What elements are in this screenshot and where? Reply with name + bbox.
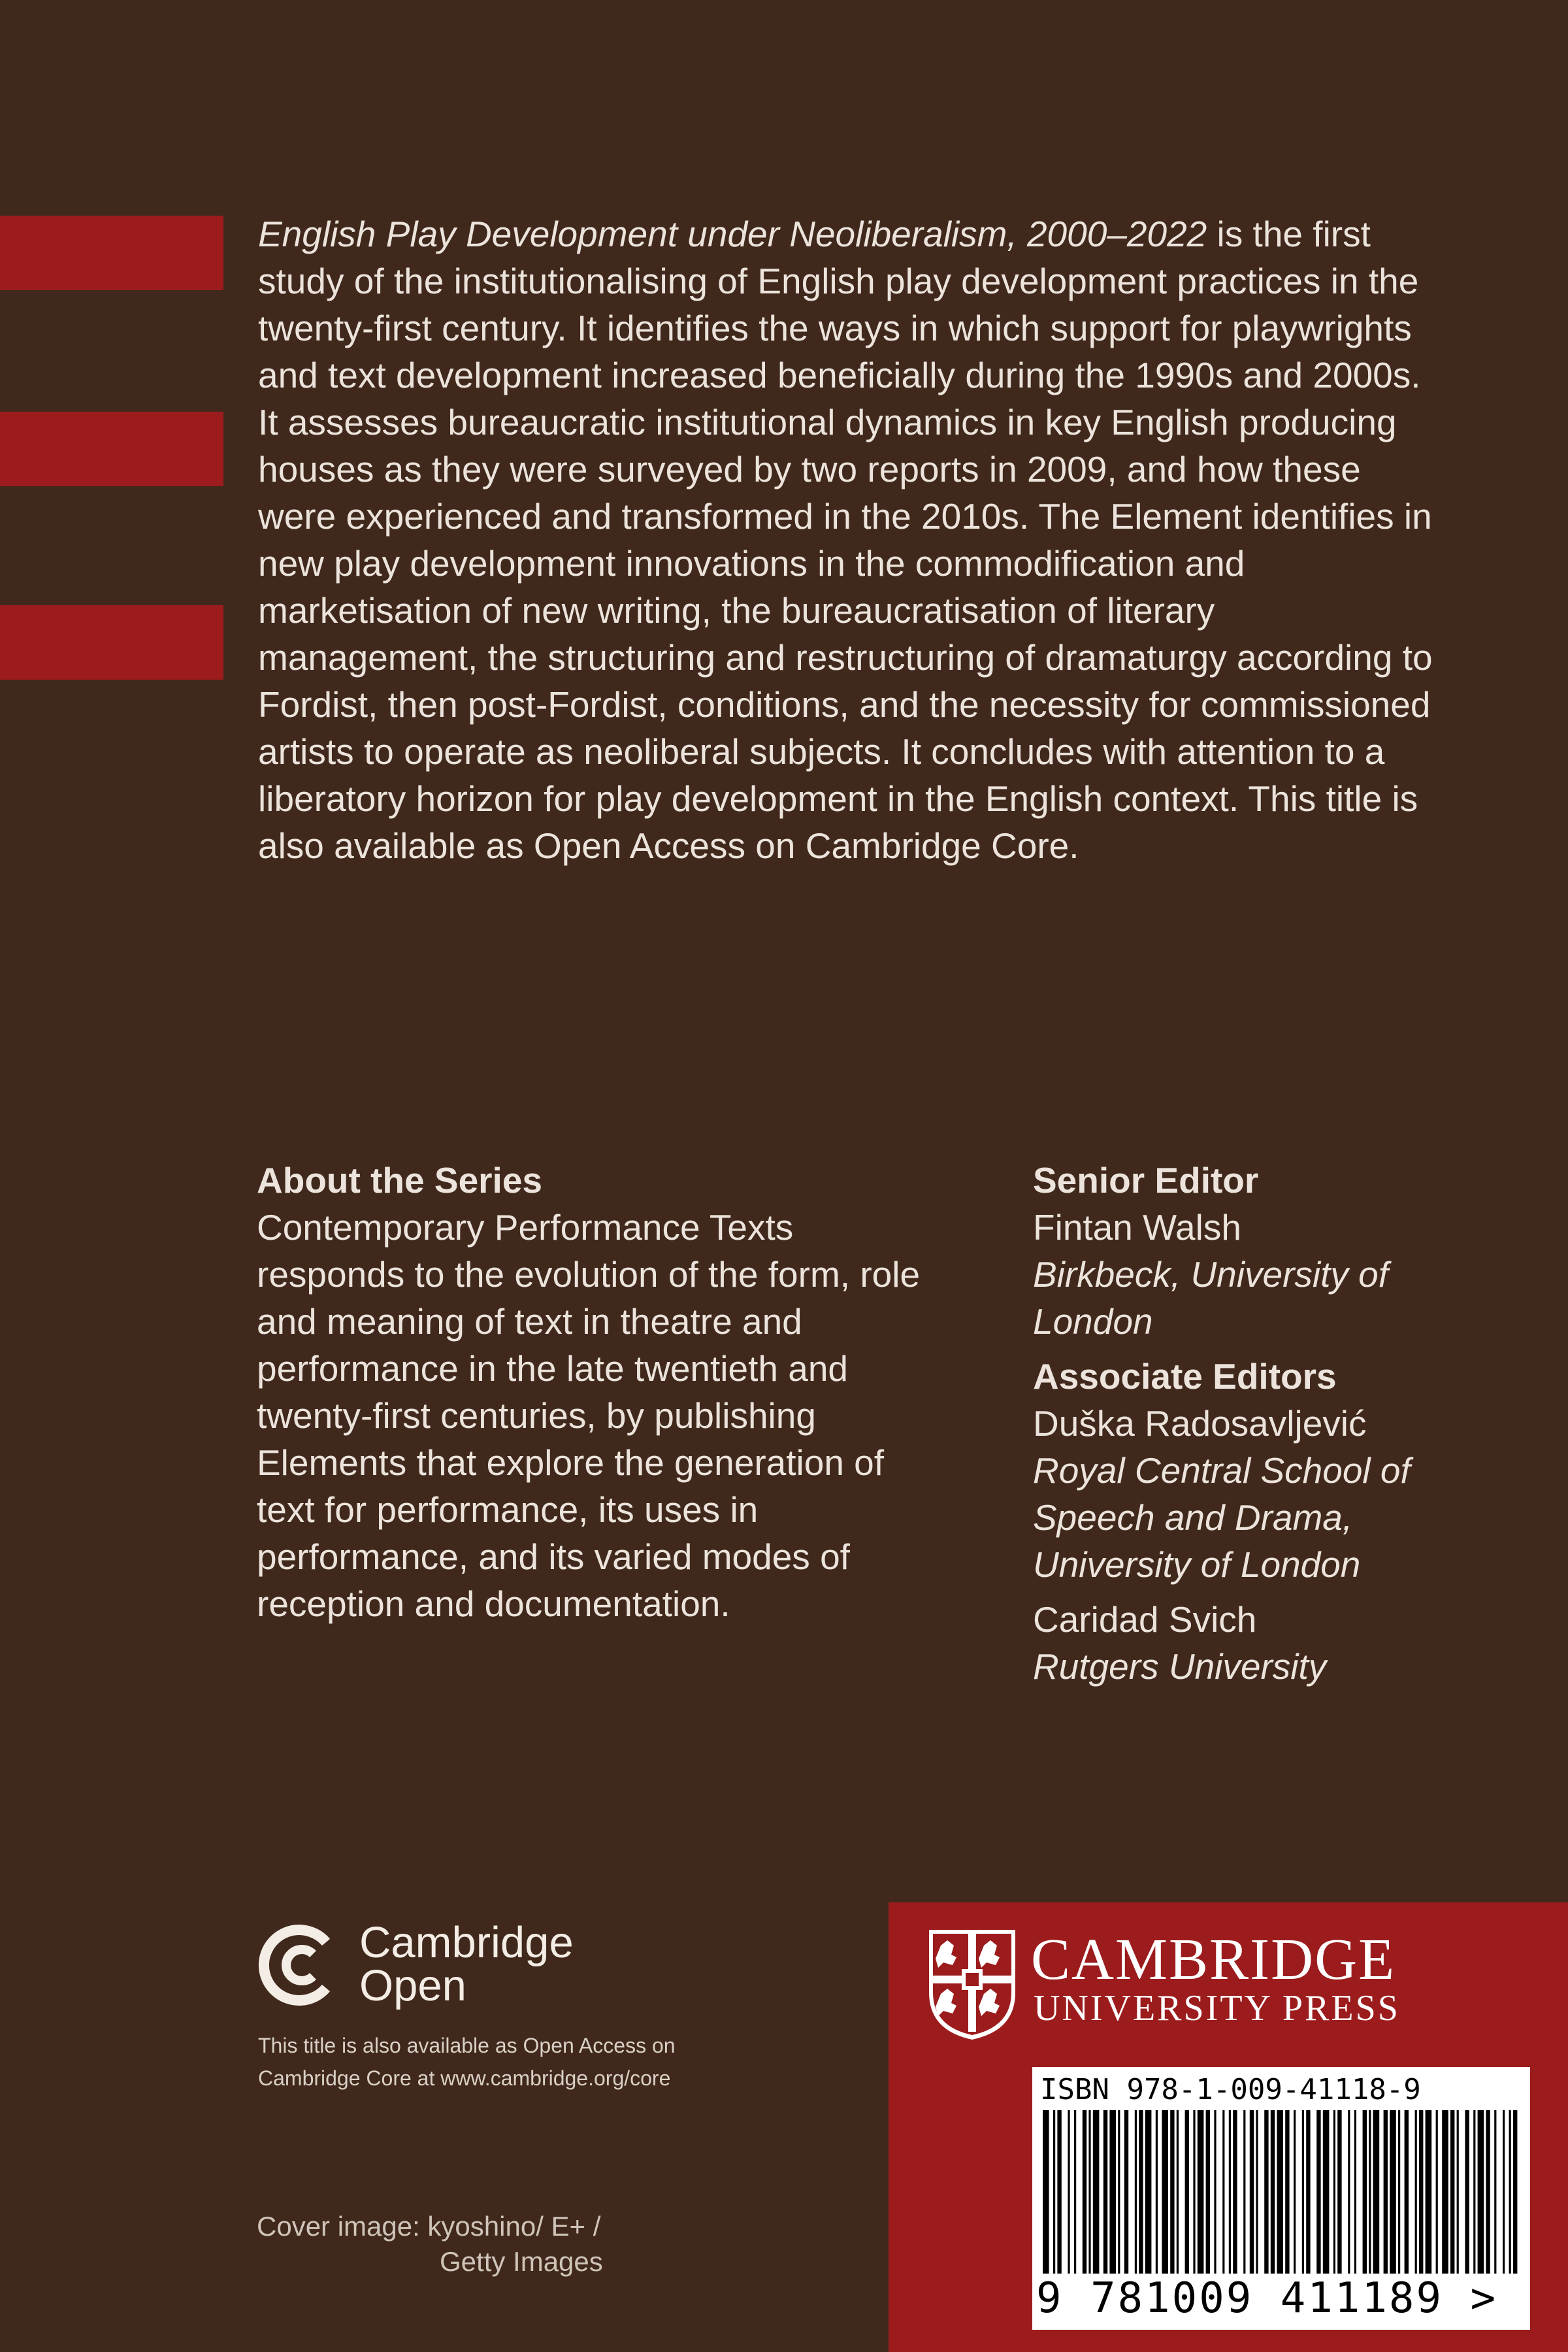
barcode-bar — [1229, 2110, 1231, 2274]
barcode-bar — [1206, 2110, 1210, 2274]
cambridge-open-line1: Cambridge — [359, 1918, 574, 1967]
barcode-digits: 9 781009 411189 > — [1036, 2274, 1498, 2323]
barcode-bar — [1243, 2110, 1245, 2274]
barcode-bar — [1450, 2110, 1454, 2274]
isbn-label: ISBN 978-1-009-41118-9 — [1040, 2073, 1421, 2106]
cover-image-credit — [257, 2209, 603, 2279]
cambridge-open-icon — [257, 1923, 342, 2008]
barcode-bar — [1348, 2110, 1350, 2274]
barcode-bar — [1118, 2110, 1120, 2274]
barcode-bar — [1426, 2110, 1432, 2274]
barcode-bar — [1214, 2110, 1216, 2274]
senior-editor-heading: Senior Editor — [1033, 1160, 1259, 1201]
barcode-bar — [1333, 2110, 1335, 2274]
decorative-stripe — [0, 412, 223, 486]
publisher-panel — [889, 1902, 1568, 2352]
barcode-bar — [1109, 2110, 1116, 2274]
barcode-bar — [1162, 2110, 1168, 2274]
barcode-bar — [1068, 2110, 1070, 2274]
university-crest-icon — [926, 1927, 1018, 2042]
book-title: English Play Development under Neoliberalism, 2000–2022 — [258, 214, 1207, 254]
cambridge-open-logo-text — [359, 1918, 574, 2010]
associate-editor-name: Duška Radosavljević — [1033, 1403, 1367, 1444]
barcode-bar — [1442, 2110, 1448, 2274]
barcode-bars — [1040, 2110, 1522, 2274]
associate-editor-affiliation: Royal Central School of Speech and Drama, University of London — [1033, 1450, 1411, 1585]
barcode-bar — [1271, 2110, 1275, 2274]
barcode-bar — [1222, 2110, 1224, 2274]
barcode-bar — [1369, 2110, 1371, 2274]
barcode-bar — [1083, 2110, 1086, 2274]
barcode-bar — [1053, 2110, 1055, 2274]
barcode-bar — [1170, 2110, 1174, 2274]
barcode-bar — [1486, 2110, 1490, 2274]
barcode-bar — [1185, 2110, 1189, 2274]
credit-line1: Cover image: kyoshino/ E+ / — [257, 2211, 601, 2242]
barcode-bar — [1419, 2110, 1423, 2274]
barcode-bar — [1193, 2110, 1195, 2274]
barcode-bar — [1323, 2110, 1330, 2274]
barcode-bar — [1177, 2110, 1179, 2274]
barcode-bar — [1306, 2110, 1310, 2274]
barcode-bar — [1405, 2110, 1409, 2274]
barcode-bar — [1302, 2110, 1304, 2274]
barcode-bar — [1074, 2110, 1076, 2274]
barcode-bar — [1124, 2110, 1128, 2274]
decorative-stripe — [0, 216, 223, 290]
barcode-bar — [1294, 2110, 1296, 2274]
barcode-bar — [1285, 2110, 1289, 2274]
barcode-bar — [1503, 2110, 1505, 2274]
barcode-bar — [1139, 2110, 1143, 2274]
cambridge-open-line2: Open — [359, 1961, 466, 2010]
barcode-bar — [1057, 2110, 1061, 2274]
barcode-bar — [1398, 2110, 1400, 2274]
barcode-bar — [1250, 2110, 1254, 2274]
decorative-stripe — [0, 605, 223, 680]
associate-editor-name: Caridad Svich — [1033, 1599, 1257, 1640]
barcode-bar — [1198, 2110, 1204, 2274]
barcode-bar — [1093, 2110, 1100, 2274]
barcode-bar — [1354, 2110, 1356, 2274]
barcode-bar — [1103, 2110, 1107, 2274]
barcode-bar — [1088, 2110, 1090, 2274]
isbn-barcode — [1032, 2067, 1530, 2330]
series-heading: About the Series — [257, 1160, 543, 1201]
barcode-bar — [1513, 2110, 1517, 2274]
barcode-bar — [1384, 2110, 1388, 2274]
barcode-bar — [1494, 2110, 1496, 2274]
book-description — [258, 210, 1434, 869]
barcode-bar — [1256, 2110, 1258, 2274]
senior-editor-name: Fintan Walsh — [1033, 1207, 1241, 1248]
barcode-bar — [1277, 2110, 1283, 2274]
barcode-bar — [1373, 2110, 1380, 2274]
associate-editors-heading: Associate Editors — [1033, 1356, 1337, 1397]
editors-panel — [1033, 1157, 1438, 1690]
barcode-bar — [1436, 2110, 1438, 2274]
barcode-bar — [1145, 2110, 1152, 2274]
barcode-bar — [1264, 2110, 1268, 2274]
senior-editor-affiliation: Birkbeck, University of London — [1033, 1254, 1389, 1342]
barcode-bar — [1473, 2110, 1475, 2274]
barcode-bar — [1156, 2110, 1158, 2274]
barcode-bar — [1316, 2110, 1320, 2274]
credit-line2: Getty Images — [440, 2246, 603, 2277]
associate-editor-affiliation: Rutgers University — [1033, 1646, 1327, 1687]
barcode-bar — [1465, 2110, 1469, 2274]
publisher-press: UNIVERSITY PRESS — [1034, 1988, 1400, 2029]
open-access-note: This title is also available as Open Access on Cambridge Core at www.cambridge.org/core — [258, 2034, 676, 2090]
series-text: Contemporary Performance Texts responds to the evolution of the form, role and meaning of text in theatre and performance in the late twentieth and twenty-first centuries, by publishing Elements that explore the generation of text for performance, its uses in performance, and its varied modes of reception and documentation. — [257, 1207, 921, 1624]
barcode-bar — [1457, 2110, 1459, 2274]
barcode-bar — [1415, 2110, 1417, 2274]
publisher-name: CAMBRIDGE — [1031, 1927, 1396, 1992]
barcode-bar — [1337, 2110, 1341, 2274]
barcode-bar — [1478, 2110, 1484, 2274]
barcode-bar — [1043, 2110, 1049, 2274]
barcode-bar — [1135, 2110, 1137, 2274]
barcode-bar — [1233, 2110, 1237, 2274]
barcode-bar — [1390, 2110, 1396, 2274]
barcode-bar — [1363, 2110, 1367, 2274]
barcode-bar — [1509, 2110, 1511, 2274]
description-text: is the first study of the institutionalising of English play development practices in the twenty-first century. It identifies the ways in which support for playwrights and text development increased beneficially during the 1990s and 2000s. It assesses bureaucratic institutional dynamics in key English producing houses as they were surveyed by two reports in 2009, and how these were experienced and transformed in the 2010s. The Element identifies in new play development innovations in the commodification and marketisation of new writing, the bureaucratisation of literary management, the structuring and restructuring of dramaturgy according to Fordist, then post-Fordist, conditions, and the necessity for commissioned artists to operate as neoliberal subjects. It concludes with attention to a liberatory horizon for play development in the English context. This title is also available as Open Access on Cambridge Core. — [258, 214, 1433, 866]
about-series — [257, 1157, 923, 1627]
